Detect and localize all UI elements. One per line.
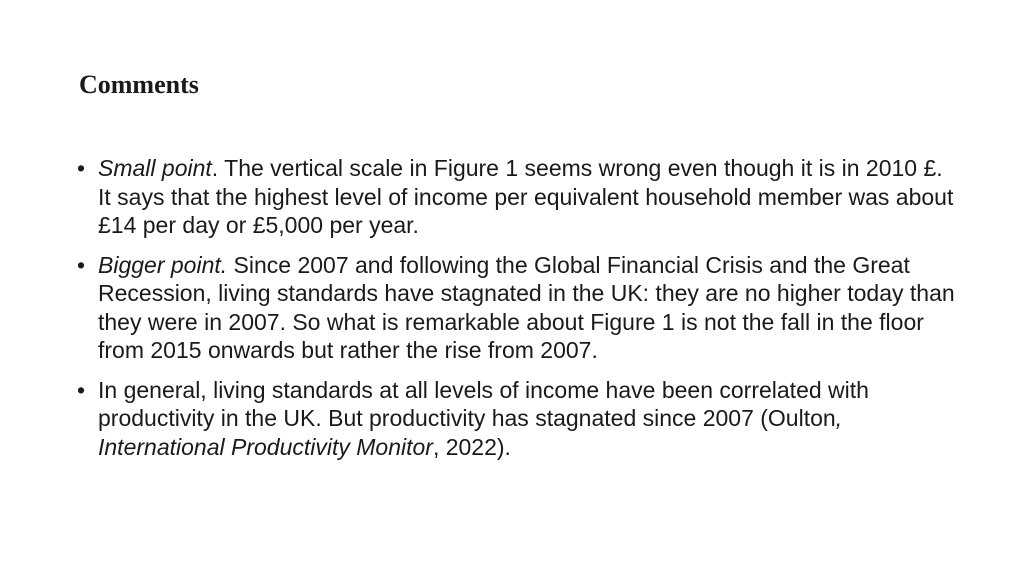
- citation-journal: , International Productivity Monitor: [98, 405, 843, 460]
- bullet-list: [77, 154, 957, 472]
- bullet-item-bigger-point: [77, 251, 957, 365]
- bullet-icon: •: [77, 155, 86, 181]
- bullet-icon: •: [77, 251, 86, 278]
- bullet-text: Since 2007 and following the Global Financial Crisis and the Great Recession, living standards have stagnated in the UK: they are no higher today than they were in 2007. So what is remarkable about Figure 1 is not the fall in the floor from 2015 onwards but rather the rise from 2007.: [98, 251, 955, 363]
- bullet-item-small-point: [77, 154, 957, 240]
- bullet-text-end: , 2022).: [432, 433, 511, 460]
- bullet-text: . The vertical scale in Figure 1 seems wrong even though it is in 2010 £. It says that the highest level of income per equivalent household member was about £14 per day or £5,000 per year.: [98, 155, 954, 238]
- slide-title: Comments: [79, 70, 199, 99]
- bullet-lead: Bigger point.: [98, 251, 228, 278]
- bullet-text: In general, living standards at all levels of income have been correlated with productivity in the UK. But productivity has stagnated since 2007 (Oulton: [98, 376, 869, 431]
- bullet-item-in-general: [77, 376, 957, 462]
- bullet-icon: •: [77, 376, 86, 403]
- bullet-lead: Small point: [98, 155, 212, 181]
